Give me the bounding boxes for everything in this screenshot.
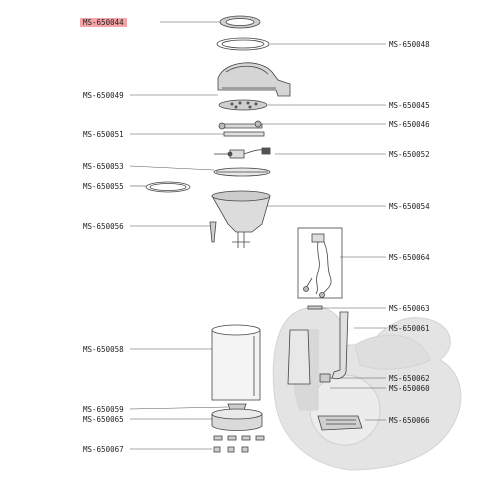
part-650051-bar xyxy=(224,132,264,136)
label-ms-650044-highlighted[interactable]: MS-650044 xyxy=(80,18,127,27)
label-ms-650064[interactable]: MS-650064 xyxy=(389,253,430,262)
label-ms-650067[interactable]: MS-650067 xyxy=(83,445,124,454)
part-650062-connector xyxy=(320,374,330,382)
label-ms-650049[interactable]: MS-650049 xyxy=(83,91,124,100)
part-650066-heater xyxy=(318,416,362,430)
label-ms-650060[interactable]: MS-650060 xyxy=(389,384,430,393)
label-ms-650066[interactable]: MS-650066 xyxy=(389,416,430,425)
part-650058-tank xyxy=(212,330,260,400)
label-ms-650052[interactable]: MS-650052 xyxy=(389,150,430,159)
part-650067-feet xyxy=(214,436,264,452)
part-650049-lid xyxy=(218,63,290,96)
label-ms-650056[interactable]: MS-650056 xyxy=(83,222,124,231)
label-ms-650063[interactable]: MS-650063 xyxy=(389,304,430,313)
label-ms-650045[interactable]: MS-650045 xyxy=(389,101,430,110)
label-ms-650048[interactable]: MS-650048 xyxy=(389,40,430,49)
part-650064-wiring xyxy=(304,234,332,298)
label-ms-650046[interactable]: MS-650046 xyxy=(389,120,430,129)
label-ms-650051[interactable]: MS-650051 xyxy=(83,130,124,139)
label-ms-650059[interactable]: MS-650059 xyxy=(83,405,124,414)
label-ms-650055[interactable]: MS-650055 xyxy=(83,182,124,191)
part-650045-plate xyxy=(219,100,267,110)
part-650060-handle xyxy=(288,330,310,384)
label-ms-650054[interactable]: MS-650054 xyxy=(389,202,430,211)
label-ms-650065[interactable]: MS-650065 xyxy=(83,415,124,424)
label-ms-650053[interactable]: MS-650053 xyxy=(83,162,124,171)
part-650052-cable xyxy=(214,148,270,158)
label-ms-650058[interactable]: MS-650058 xyxy=(83,345,124,354)
part-650056-probe xyxy=(210,222,216,242)
label-ms-650062[interactable]: MS-650062 xyxy=(389,374,430,383)
label-ms-650061[interactable]: MS-650061 xyxy=(389,324,430,333)
part-650063-strip xyxy=(308,306,322,309)
